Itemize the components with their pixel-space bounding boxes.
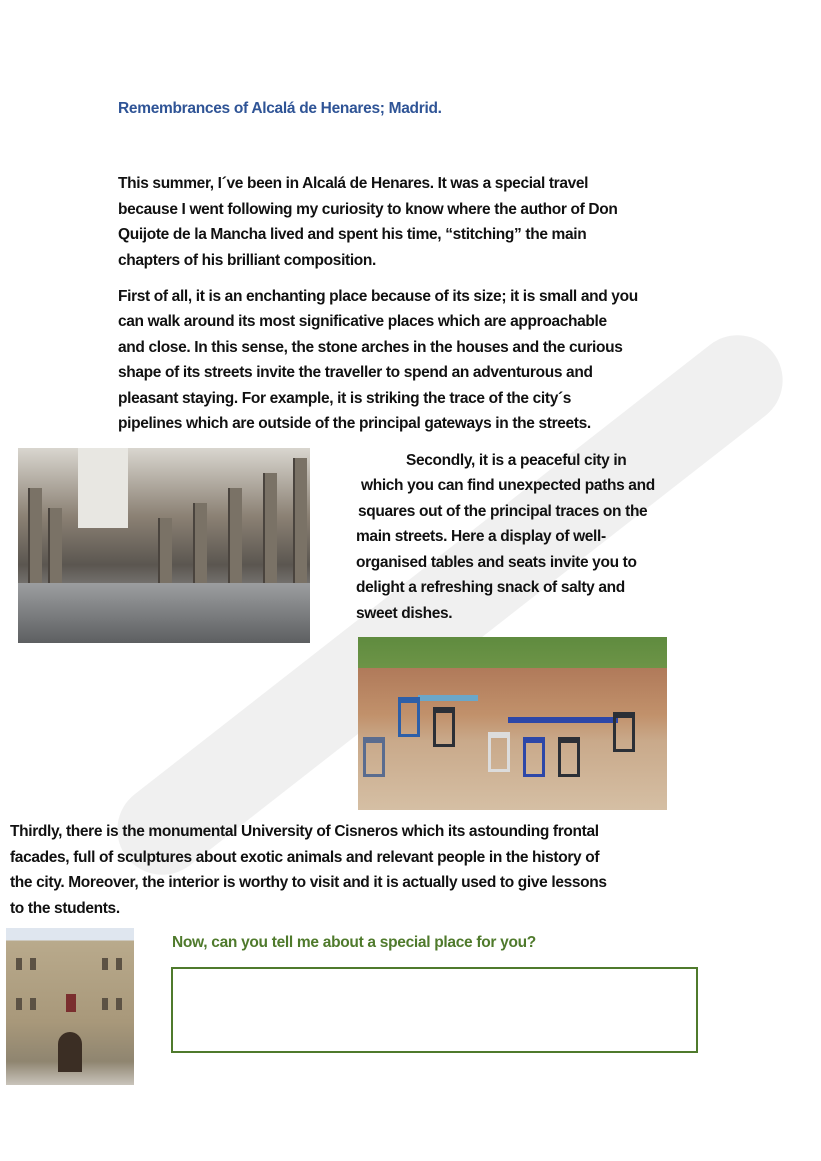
text-line: facades, full of sculptures about exotic animals and relevant people in the history of	[10, 849, 600, 866]
text-line: sweet dishes.	[356, 605, 453, 622]
text-line: because I went following my curiosity to know where the author of Don	[118, 201, 618, 218]
text-line: to the students.	[10, 900, 120, 917]
text-line: shape of its streets invite the traveller to spend an adventurous and	[118, 364, 593, 381]
text-line: delight a refreshing snack of salty and	[356, 579, 625, 596]
question-prompt: Now, can you tell me about a special place for you?	[172, 934, 536, 951]
text-line: which you can find unexpected paths and	[361, 477, 655, 494]
text-line: can walk around its most significative places which are approachable	[118, 313, 607, 330]
university-photo	[6, 928, 134, 1085]
text-line: Quijote de la Mancha lived and spent his time, “stitching” the main	[118, 226, 587, 243]
text-line: Thirdly, there is the monumental University of Cisneros which its astounding frontal	[10, 823, 599, 840]
text-line: First of all, it is an enchanting place because of its size; it is small and you	[118, 288, 638, 305]
text-line: organised tables and seats invite you to	[356, 554, 637, 571]
text-line: the city. Moreover, the interior is worthy to visit and it is actually used to give lessons	[10, 874, 607, 891]
text-line: squares out of the principal traces on the	[358, 503, 648, 520]
text-line: Secondly, it is a peaceful city in	[406, 452, 627, 469]
text-line: and close. In this sense, the stone arches in the houses and the curious	[118, 339, 623, 356]
street-photo	[18, 448, 310, 643]
text-line: pipelines which are outside of the principal gateways in the streets.	[118, 415, 591, 432]
answer-box[interactable]	[171, 967, 698, 1053]
text-line: chapters of his brilliant composition.	[118, 252, 376, 269]
text-line: This summer, I´ve been in Alcalá de Henares. It was a special travel	[118, 175, 589, 192]
text-line: main streets. Here a display of well-	[356, 528, 606, 545]
page-title: Remembrances of Alcalá de Henares; Madrid.	[118, 100, 442, 117]
cafe-photo	[358, 637, 667, 810]
text-line: pleasant staying. For example, it is striking the trace of the city´s	[118, 390, 572, 407]
